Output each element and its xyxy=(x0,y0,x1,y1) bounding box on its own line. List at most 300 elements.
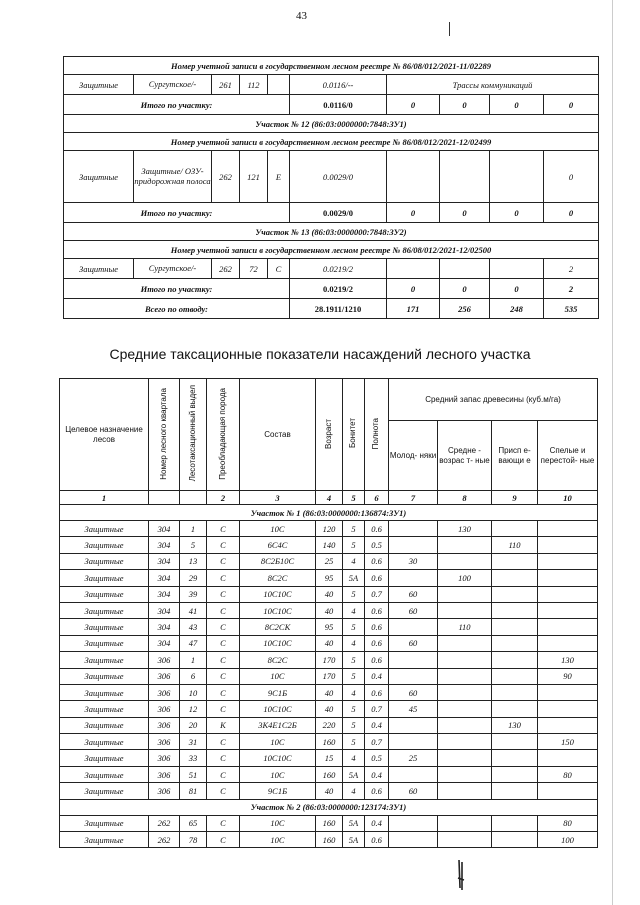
table-row xyxy=(60,832,598,848)
bonitet-cell: 5А xyxy=(343,766,365,782)
quarter-cell: 304 xyxy=(149,602,180,618)
table-row xyxy=(60,684,598,700)
registry-row xyxy=(64,57,599,75)
table-row xyxy=(60,635,598,651)
species-cell: С xyxy=(207,619,240,635)
maturing-stock-cell xyxy=(492,652,538,668)
purpose-cell: Защитные xyxy=(60,635,149,651)
total-value: 2 xyxy=(544,279,599,299)
bonitet-cell: 4 xyxy=(343,553,365,569)
young-stock-cell xyxy=(389,717,438,733)
composition-cell: 10С xyxy=(240,734,316,750)
age-cell: 120 xyxy=(316,521,343,537)
purpose-cell: Защитные xyxy=(64,151,134,203)
composition-cell: 10С10С xyxy=(240,701,316,717)
young-stock-cell xyxy=(389,537,438,553)
composition-cell: 9С1Б xyxy=(240,684,316,700)
header-middle-aged: Средне - возрас т- ные xyxy=(438,421,492,491)
plot-section-title: Участок № 12 (86:03:0000000:7848:ЗУ1) xyxy=(64,115,599,133)
density-cell: 0.6 xyxy=(365,553,389,569)
quarter-cell: 304 xyxy=(149,635,180,651)
bonitet-cell: 5 xyxy=(343,734,365,750)
purpose-cell: Защитные xyxy=(60,717,149,733)
purpose-cell: Защитные xyxy=(60,766,149,782)
maturing-stock-cell xyxy=(492,783,538,799)
composition-cell: 8С2СК xyxy=(240,619,316,635)
header-density: Полнота xyxy=(365,379,389,491)
stock-cell xyxy=(490,259,544,279)
section-cell: 51 xyxy=(180,766,207,782)
section-cell: 6 xyxy=(180,668,207,684)
mature-stock-cell xyxy=(538,570,598,586)
species-cell: С xyxy=(207,832,240,848)
column-number xyxy=(149,491,180,505)
middle-stock-cell xyxy=(438,668,492,684)
density-cell: 0.4 xyxy=(365,717,389,733)
registry-row xyxy=(64,75,599,95)
mature-stock-cell: 80 xyxy=(538,815,598,831)
section-cell: 1 xyxy=(180,521,207,537)
middle-stock-cell xyxy=(438,635,492,651)
mature-stock-cell xyxy=(538,521,598,537)
species-cell: С xyxy=(207,684,240,700)
table-row xyxy=(60,570,598,586)
header-section: Лесотаксационный выдел xyxy=(180,379,207,491)
registry-row xyxy=(64,223,599,241)
stock-cell xyxy=(387,259,440,279)
purpose-cell: Защитные xyxy=(60,586,149,602)
age-cell: 220 xyxy=(316,717,343,733)
bonitet-cell: 5 xyxy=(343,668,365,684)
quarter-cell: 304 xyxy=(149,521,180,537)
stock-cell xyxy=(490,151,544,203)
section-title: Средние таксационные показатели насаждений лесного участка xyxy=(109,346,531,362)
species-cell: С xyxy=(207,701,240,717)
bonitet-cell: 5 xyxy=(343,652,365,668)
purpose-cell: Защитные xyxy=(60,570,149,586)
density-cell: 0.4 xyxy=(365,815,389,831)
age-cell: 170 xyxy=(316,668,343,684)
middle-stock-cell: 130 xyxy=(438,521,492,537)
registry-row xyxy=(64,299,599,319)
registry-record-header: Номер учетной записи в государственном лесном реестре № 86/08/012/2021-11/02289 xyxy=(64,57,599,75)
maturing-stock-cell xyxy=(492,750,538,766)
quarter-cell: 304 xyxy=(149,619,180,635)
middle-stock-cell xyxy=(438,750,492,766)
registry-row xyxy=(64,279,599,299)
bonitet-cell: 5 xyxy=(343,717,365,733)
young-stock-cell xyxy=(389,734,438,750)
bonitet-cell: 4 xyxy=(343,750,365,766)
middle-stock-cell xyxy=(438,553,492,569)
maturing-stock-cell xyxy=(492,586,538,602)
total-value: 0 xyxy=(490,95,544,115)
total-value: 0 xyxy=(440,203,490,223)
forestry-cell: Сургутское/- xyxy=(134,259,212,279)
maturing-stock-cell xyxy=(492,570,538,586)
young-stock-cell: 60 xyxy=(389,783,438,799)
margin-mark xyxy=(449,22,450,36)
section-cell: 1 xyxy=(180,652,207,668)
section-cell: 43 xyxy=(180,619,207,635)
total-area: 0.0029/0 xyxy=(290,203,387,223)
mature-stock-cell: 90 xyxy=(538,668,598,684)
young-stock-cell: 60 xyxy=(389,635,438,651)
plot-section-title: Участок № 13 (86:03:0000000:7848:ЗУ2) xyxy=(64,223,599,241)
stock-cell: 2 xyxy=(544,259,599,279)
bonitet-cell: 4 xyxy=(343,602,365,618)
quarter-cell: 262 xyxy=(212,259,240,279)
young-stock-cell: 45 xyxy=(389,701,438,717)
density-cell: 0.6 xyxy=(365,783,389,799)
bonitet-cell: 5 xyxy=(343,521,365,537)
density-cell: 0.6 xyxy=(365,521,389,537)
middle-stock-cell xyxy=(438,602,492,618)
table-row xyxy=(60,537,598,553)
young-stock-cell xyxy=(389,832,438,848)
species-cell: С xyxy=(207,815,240,831)
maturing-stock-cell xyxy=(492,553,538,569)
composition-cell: 10С10С xyxy=(240,602,316,618)
section-cell: 121 xyxy=(240,151,268,203)
mature-stock-cell xyxy=(538,750,598,766)
total-value: 0 xyxy=(387,203,440,223)
young-stock-cell: 60 xyxy=(389,684,438,700)
plot-section-row xyxy=(60,799,598,815)
registry-row xyxy=(64,95,599,115)
table-row xyxy=(60,602,598,618)
column-number: 2 xyxy=(207,491,240,505)
header-species: Преобладающая порода xyxy=(207,379,240,491)
age-cell: 95 xyxy=(316,619,343,635)
composition-cell: 10С10С xyxy=(240,586,316,602)
bonitet-cell: 5 xyxy=(343,619,365,635)
composition-cell: 8С2С xyxy=(240,570,316,586)
quarter-cell: 262 xyxy=(149,832,180,848)
mature-stock-cell xyxy=(538,602,598,618)
species-cell: К xyxy=(207,717,240,733)
table-row xyxy=(60,701,598,717)
total-value: 0 xyxy=(387,95,440,115)
mature-stock-cell xyxy=(538,537,598,553)
section-cell: 12 xyxy=(180,701,207,717)
area-cell: 0.0116/-- xyxy=(290,75,387,95)
young-stock-cell xyxy=(389,521,438,537)
total-value: 171 xyxy=(387,299,440,319)
quarter-cell: 306 xyxy=(149,766,180,782)
young-stock-cell xyxy=(389,766,438,782)
section-cell: 39 xyxy=(180,586,207,602)
age-cell: 25 xyxy=(316,553,343,569)
taxation-indicators-table xyxy=(59,378,598,848)
bonitet-cell: 5 xyxy=(343,701,365,717)
composition-cell: 10С xyxy=(240,832,316,848)
section-cell: 29 xyxy=(180,570,207,586)
age-cell: 15 xyxy=(316,750,343,766)
purpose-cell: Защитные xyxy=(60,734,149,750)
middle-stock-cell xyxy=(438,734,492,750)
mature-stock-cell xyxy=(538,684,598,700)
header-composition: Состав xyxy=(240,379,316,491)
total-value: 0 xyxy=(544,95,599,115)
middle-stock-cell xyxy=(438,586,492,602)
purpose-cell: Защитные xyxy=(60,701,149,717)
quarter-cell: 261 xyxy=(212,75,240,95)
middle-stock-cell xyxy=(438,684,492,700)
forest-registry-table xyxy=(63,56,599,319)
quarter-cell: 304 xyxy=(149,570,180,586)
table-row xyxy=(60,521,598,537)
registry-record-header: Номер учетной записи в государственном лесном реестре № 86/08/012/2021-12/02500 xyxy=(64,241,599,259)
table-row xyxy=(60,766,598,782)
page-number: 43 xyxy=(296,10,307,22)
header-quarter: Номер лесного квартала xyxy=(149,379,180,491)
stock-cell xyxy=(440,259,490,279)
middle-stock-cell xyxy=(438,766,492,782)
young-stock-cell: 30 xyxy=(389,553,438,569)
category-cell xyxy=(268,75,290,95)
quarter-cell: 262 xyxy=(149,815,180,831)
section-cell: 65 xyxy=(180,815,207,831)
total-value: 0 xyxy=(490,279,544,299)
bonitet-cell: 5А xyxy=(343,570,365,586)
maturing-stock-cell xyxy=(492,766,538,782)
maturing-stock-cell: 110 xyxy=(492,537,538,553)
young-stock-cell: 60 xyxy=(389,586,438,602)
age-cell: 160 xyxy=(316,766,343,782)
density-cell: 0.6 xyxy=(365,619,389,635)
column-number-row xyxy=(60,491,598,505)
total-value: 256 xyxy=(440,299,490,319)
maturing-stock-cell xyxy=(492,521,538,537)
purpose-cell: Защитные xyxy=(60,602,149,618)
registry-row xyxy=(64,241,599,259)
age-cell: 40 xyxy=(316,783,343,799)
table-row xyxy=(60,619,598,635)
mature-stock-cell xyxy=(538,717,598,733)
column-number: 3 xyxy=(240,491,316,505)
forestry-cell: Сургутское/- xyxy=(134,75,212,95)
young-stock-cell xyxy=(389,668,438,684)
total-value: 535 xyxy=(544,299,599,319)
age-cell: 140 xyxy=(316,537,343,553)
species-cell: С xyxy=(207,734,240,750)
composition-cell: 3К4Е1С2Б xyxy=(240,717,316,733)
section-cell: 81 xyxy=(180,783,207,799)
species-cell: С xyxy=(207,783,240,799)
middle-stock-cell xyxy=(438,783,492,799)
total-area: 0.0116/0 xyxy=(290,95,387,115)
middle-stock-cell xyxy=(438,701,492,717)
mature-stock-cell: 100 xyxy=(538,832,598,848)
young-stock-cell: 60 xyxy=(389,602,438,618)
table-row xyxy=(60,717,598,733)
total-label: Итого по участку: xyxy=(64,279,290,299)
density-cell: 0.7 xyxy=(365,734,389,750)
quarter-cell: 306 xyxy=(149,652,180,668)
middle-stock-cell xyxy=(438,537,492,553)
purpose-cell: Защитные xyxy=(60,684,149,700)
total-area: 28.1911/1210 xyxy=(290,299,387,319)
middle-stock-cell xyxy=(438,717,492,733)
density-cell: 0.7 xyxy=(365,701,389,717)
mature-stock-cell: 150 xyxy=(538,734,598,750)
purpose-cell: Защитные xyxy=(60,750,149,766)
density-cell: 0.6 xyxy=(365,570,389,586)
age-cell: 40 xyxy=(316,635,343,651)
total-value: 0 xyxy=(490,203,544,223)
handwritten-mark xyxy=(456,858,466,892)
composition-cell: 9С1Б xyxy=(240,783,316,799)
quarter-cell: 306 xyxy=(149,701,180,717)
column-number: 8 xyxy=(438,491,492,505)
mature-stock-cell xyxy=(538,783,598,799)
column-number: 5 xyxy=(343,491,365,505)
section-cell: 5 xyxy=(180,537,207,553)
young-stock-cell xyxy=(389,815,438,831)
young-stock-cell xyxy=(389,652,438,668)
species-cell: С xyxy=(207,652,240,668)
species-cell: С xyxy=(207,668,240,684)
purpose-cell: Защитные xyxy=(60,553,149,569)
forestry-cell: Защитные/ ОЗУ- придорожная полоса xyxy=(134,151,212,203)
table-row xyxy=(60,734,598,750)
composition-cell: 10С10С xyxy=(240,635,316,651)
mature-stock-cell xyxy=(538,701,598,717)
maturing-stock-cell xyxy=(492,832,538,848)
page-edge-line xyxy=(612,0,613,905)
age-cell: 95 xyxy=(316,570,343,586)
quarter-cell: 306 xyxy=(149,734,180,750)
mature-stock-cell xyxy=(538,553,598,569)
bonitet-cell: 5А xyxy=(343,832,365,848)
composition-cell: 8С2С xyxy=(240,652,316,668)
section-cell: 10 xyxy=(180,684,207,700)
quarter-cell: 306 xyxy=(149,668,180,684)
header-maturing: Присп е- вающи е xyxy=(492,421,538,491)
column-number: 7 xyxy=(389,491,438,505)
total-value: 0 xyxy=(440,279,490,299)
total-area: 0.0219/2 xyxy=(290,279,387,299)
quarter-cell: 262 xyxy=(212,151,240,203)
mature-stock-cell: 80 xyxy=(538,766,598,782)
column-number xyxy=(180,491,207,505)
header-mature: Спелые и перестой- ные xyxy=(538,421,598,491)
header-age: Возраст xyxy=(316,379,343,491)
section-cell: 72 xyxy=(240,259,268,279)
maturing-stock-cell xyxy=(492,602,538,618)
plot-section-title: Участок № 2 (86:03:0000000:123174:ЗУ1) xyxy=(60,799,598,815)
table-row xyxy=(60,586,598,602)
maturing-stock-cell xyxy=(492,701,538,717)
maturing-stock-cell: 130 xyxy=(492,717,538,733)
maturing-stock-cell xyxy=(492,684,538,700)
age-cell: 160 xyxy=(316,815,343,831)
purpose-cell: Защитные xyxy=(64,259,134,279)
total-value: 0 xyxy=(440,95,490,115)
category-cell: С xyxy=(268,259,290,279)
plot-section-row xyxy=(60,505,598,521)
young-stock-cell xyxy=(389,570,438,586)
section-cell: 13 xyxy=(180,553,207,569)
total-label: Итого по участку: xyxy=(64,95,290,115)
middle-stock-cell: 100 xyxy=(438,570,492,586)
total-label: Всего по отводу: xyxy=(64,299,290,319)
bonitet-cell: 5А xyxy=(343,815,365,831)
maturing-stock-cell xyxy=(492,619,538,635)
area-cell: 0.0219/2 xyxy=(290,259,387,279)
young-stock-cell: 25 xyxy=(389,750,438,766)
purpose-cell: Защитные xyxy=(60,619,149,635)
middle-stock-cell xyxy=(438,815,492,831)
quarter-cell: 304 xyxy=(149,537,180,553)
purpose-note-cell: Трассы коммуникаций xyxy=(387,75,599,95)
purpose-cell: Защитные xyxy=(60,668,149,684)
bonitet-cell: 5 xyxy=(343,586,365,602)
header-purpose: Целевое назначение лесов xyxy=(60,379,149,491)
composition-cell: 10С xyxy=(240,668,316,684)
column-number: 9 xyxy=(492,491,538,505)
column-number: 1 xyxy=(60,491,149,505)
maturing-stock-cell xyxy=(492,734,538,750)
section-cell: 20 xyxy=(180,717,207,733)
stock-cell xyxy=(387,151,440,203)
section-cell: 31 xyxy=(180,734,207,750)
middle-stock-cell xyxy=(438,832,492,848)
age-cell: 40 xyxy=(316,684,343,700)
quarter-cell: 306 xyxy=(149,684,180,700)
species-cell: С xyxy=(207,521,240,537)
composition-cell: 8С2Б10С xyxy=(240,553,316,569)
registry-row xyxy=(64,203,599,223)
species-cell: С xyxy=(207,553,240,569)
bonitet-cell: 4 xyxy=(343,684,365,700)
species-cell: С xyxy=(207,750,240,766)
purpose-cell: Защитные xyxy=(60,537,149,553)
density-cell: 0.7 xyxy=(365,586,389,602)
density-cell: 0.4 xyxy=(365,668,389,684)
density-cell: 0.6 xyxy=(365,684,389,700)
section-cell: 78 xyxy=(180,832,207,848)
mature-stock-cell xyxy=(538,635,598,651)
purpose-cell: Защитные xyxy=(64,75,134,95)
density-cell: 0.4 xyxy=(365,766,389,782)
age-cell: 40 xyxy=(316,701,343,717)
total-value: 0 xyxy=(387,279,440,299)
stock-cell xyxy=(440,151,490,203)
header-stock-group: Средний запас древесины (куб.м/га) xyxy=(389,379,598,421)
quarter-cell: 304 xyxy=(149,586,180,602)
age-cell: 40 xyxy=(316,602,343,618)
middle-stock-cell: 110 xyxy=(438,619,492,635)
mature-stock-cell: 130 xyxy=(538,652,598,668)
mature-stock-cell xyxy=(538,619,598,635)
category-cell: Е xyxy=(268,151,290,203)
total-value: 0 xyxy=(544,203,599,223)
species-cell: С xyxy=(207,602,240,618)
bonitet-cell: 4 xyxy=(343,635,365,651)
density-cell: 0.6 xyxy=(365,652,389,668)
plot-section-title: Участок № 1 (86:03:0000000:136874:ЗУ1) xyxy=(60,505,598,521)
table-row xyxy=(60,783,598,799)
column-number: 10 xyxy=(538,491,598,505)
density-cell: 0.6 xyxy=(365,832,389,848)
column-number: 6 xyxy=(365,491,389,505)
composition-cell: 10С xyxy=(240,521,316,537)
column-number: 4 xyxy=(316,491,343,505)
density-cell: 0.5 xyxy=(365,750,389,766)
young-stock-cell xyxy=(389,619,438,635)
